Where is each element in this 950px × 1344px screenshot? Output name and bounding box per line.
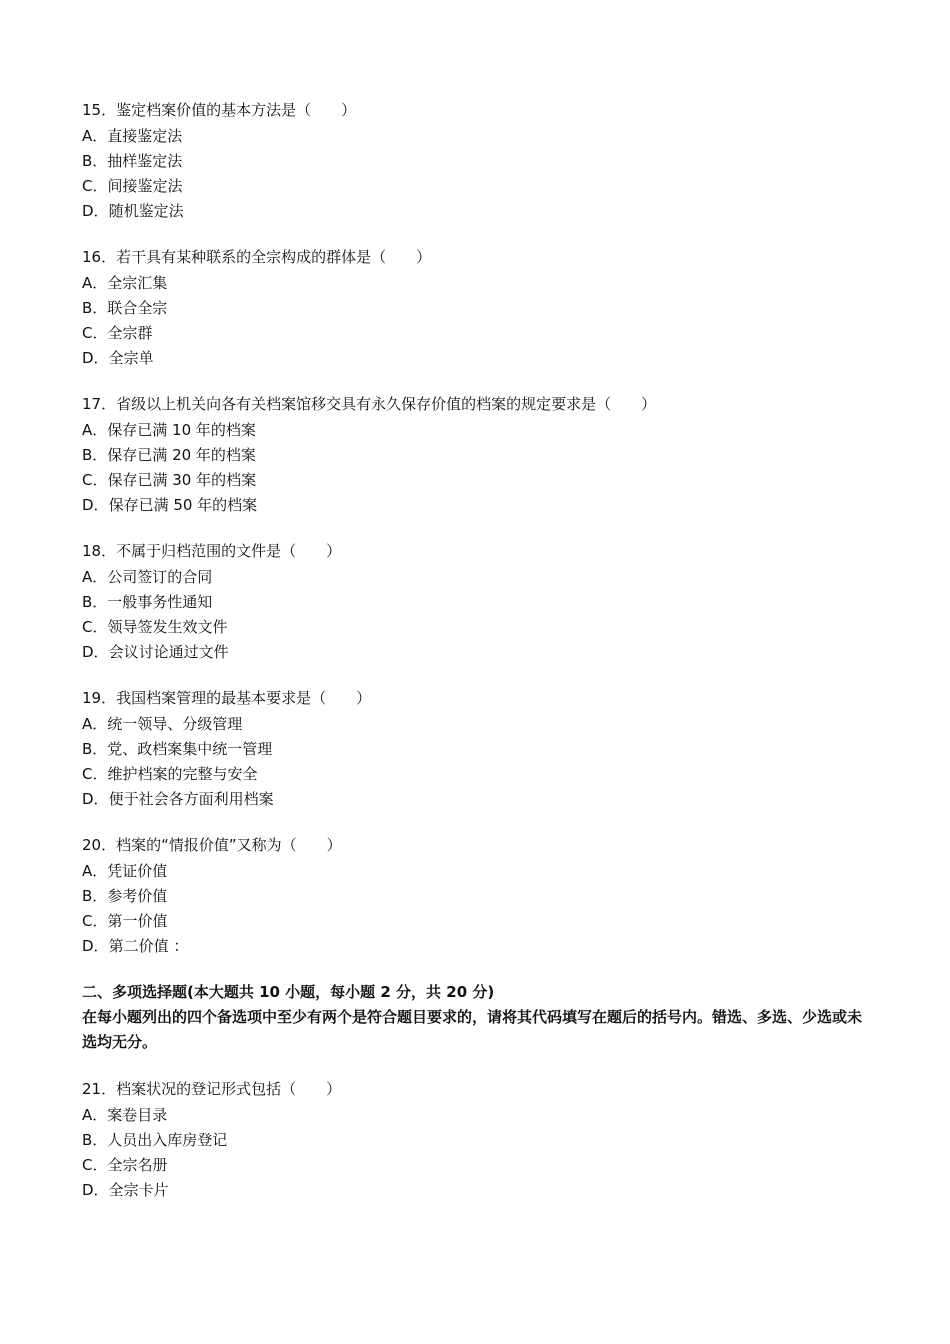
question xyxy=(82,245,882,371)
option-label: B． xyxy=(82,887,108,905)
option-label: B． xyxy=(82,740,108,758)
option-text: 第二价值 ： xyxy=(108,937,189,955)
question-stem xyxy=(82,98,882,123)
question-number: 18． xyxy=(82,542,117,560)
section-title: 二、多项选择题(本大题共 10 小题，每小题 2 分，共 20 分) xyxy=(82,983,495,1001)
answer-option xyxy=(82,271,882,296)
option-text: 全宗汇集 xyxy=(107,274,168,292)
option-text: 保存已满 30 年的档案 xyxy=(107,471,257,489)
question-number: 17． xyxy=(82,395,117,413)
question-number: 21． xyxy=(82,1080,117,1098)
option-text: 联合全宗 xyxy=(107,299,168,317)
answer-option xyxy=(82,493,882,518)
question xyxy=(82,1077,882,1203)
option-label: C． xyxy=(82,618,108,636)
question-number: 20． xyxy=(82,836,117,854)
question xyxy=(82,392,882,518)
option-label: C． xyxy=(82,1156,108,1174)
option-label: B． xyxy=(82,593,108,611)
answer-option xyxy=(82,1178,882,1203)
answer-option xyxy=(82,124,882,149)
option-text: 保存已满 10 年的档案 xyxy=(107,421,256,439)
option-text: 抽样鉴定法 xyxy=(107,152,183,170)
question-text: 省级以上机关向各有关档案馆移交具有永久保存价值的档案的规定要求是（ ） xyxy=(116,395,657,413)
option-label: C． xyxy=(82,177,108,195)
question-text: 我国档案管理的最基本要求是（ ） xyxy=(116,689,372,707)
option-text: 参考价值 xyxy=(107,887,168,905)
question xyxy=(82,686,882,812)
answer-option xyxy=(82,737,882,762)
option-text: 便于社会各方面利用档案 xyxy=(108,790,274,808)
option-label: D． xyxy=(82,202,109,220)
answer-option xyxy=(82,762,882,787)
question-text: 若干具有某种联系的全宗构成的群体是（ ） xyxy=(116,248,432,266)
option-label: A． xyxy=(82,862,108,880)
answer-option xyxy=(82,859,882,884)
question-stem xyxy=(82,686,882,711)
option-label: A． xyxy=(82,127,108,145)
option-label: B． xyxy=(82,446,108,464)
answer-option xyxy=(82,640,882,665)
option-label: C． xyxy=(82,471,108,489)
option-text: 全宗卡片 xyxy=(108,1181,169,1199)
exam-page xyxy=(82,98,882,1224)
option-label: D． xyxy=(82,643,109,661)
answer-option xyxy=(82,149,882,174)
answer-option xyxy=(82,590,882,615)
option-label: A． xyxy=(82,1106,108,1124)
option-text: 领导签发生效文件 xyxy=(107,618,228,636)
answer-option xyxy=(82,321,882,346)
answer-option xyxy=(82,712,882,737)
option-text: 随机鉴定法 xyxy=(108,202,184,220)
option-text: 一般事务性通知 xyxy=(107,593,213,611)
option-text: 直接鉴定法 xyxy=(107,127,183,145)
option-label: D． xyxy=(82,496,109,514)
answer-option xyxy=(82,468,882,493)
answer-option xyxy=(82,174,882,199)
option-label: A． xyxy=(82,568,108,586)
option-text: 第一价值 xyxy=(107,912,168,930)
option-text: 人员出入库房登记 xyxy=(107,1131,228,1149)
option-label: D． xyxy=(82,1181,109,1199)
question-text: 档案状况的登记形式包括（ ） xyxy=(116,1080,342,1098)
question-stem xyxy=(82,245,882,270)
answer-option xyxy=(82,615,882,640)
option-text: 保存已满 50 年的档案 xyxy=(108,496,258,514)
question-text: 档案的“情报价值”又称为（ ） xyxy=(116,836,342,854)
answer-option xyxy=(82,296,882,321)
option-label: D． xyxy=(82,349,109,367)
option-text: 保存已满 20 年的档案 xyxy=(107,446,256,464)
option-text: 全宗群 xyxy=(107,324,153,342)
option-label: A． xyxy=(82,274,108,292)
question xyxy=(82,98,882,224)
option-label: C． xyxy=(82,912,108,930)
answer-option xyxy=(82,884,882,909)
answer-option xyxy=(82,565,882,590)
option-label: C． xyxy=(82,324,108,342)
question-stem xyxy=(82,1077,882,1102)
answer-option xyxy=(82,787,882,812)
option-label: B． xyxy=(82,152,108,170)
question xyxy=(82,833,882,959)
question-stem xyxy=(82,833,882,858)
answer-option xyxy=(82,1103,882,1128)
option-text: 维护档案的完整与安全 xyxy=(107,765,258,783)
question-number: 19． xyxy=(82,689,117,707)
option-label: B． xyxy=(82,1131,108,1149)
option-label: B． xyxy=(82,299,108,317)
questions-before xyxy=(82,98,882,959)
question-stem xyxy=(82,392,882,417)
option-text: 案卷目录 xyxy=(107,1106,168,1124)
answer-option xyxy=(82,934,882,959)
answer-option xyxy=(82,199,882,224)
answer-option xyxy=(82,909,882,934)
answer-option xyxy=(82,1128,882,1153)
option-label: A． xyxy=(82,421,108,439)
answer-option xyxy=(82,346,882,371)
option-text: 会议讨论通过文件 xyxy=(108,643,229,661)
question-text: 鉴定档案价值的基本方法是（ ） xyxy=(116,101,357,119)
option-text: 凭证价值 xyxy=(107,862,168,880)
answer-option xyxy=(82,443,882,468)
section-instructions: 在每小题列出的四个备选项中至少有两个是符合题目要求的，请将其代码填写在题后的括号内。错选、多选、少选或未选均无分。 xyxy=(82,1008,863,1051)
option-text: 公司签订的合同 xyxy=(107,568,213,586)
question-text: 不属于归档范围的文件是（ ） xyxy=(116,542,342,560)
option-text: 党、政档案集中统一管理 xyxy=(107,740,273,758)
option-text: 全宗名册 xyxy=(107,1156,168,1174)
option-text: 统一领导、分级管理 xyxy=(107,715,243,733)
answer-option xyxy=(82,1153,882,1178)
question xyxy=(82,539,882,665)
answer-option xyxy=(82,418,882,443)
questions-after xyxy=(82,1077,882,1203)
option-label: D． xyxy=(82,937,109,955)
option-label: D． xyxy=(82,790,109,808)
multiple-choice-section xyxy=(82,980,882,1055)
question-stem xyxy=(82,539,882,564)
question-number: 16． xyxy=(82,248,117,266)
option-text: 间接鉴定法 xyxy=(107,177,183,195)
question-number: 15． xyxy=(82,101,117,119)
option-label: A． xyxy=(82,715,108,733)
option-label: C． xyxy=(82,765,108,783)
option-text: 全宗单 xyxy=(108,349,154,367)
